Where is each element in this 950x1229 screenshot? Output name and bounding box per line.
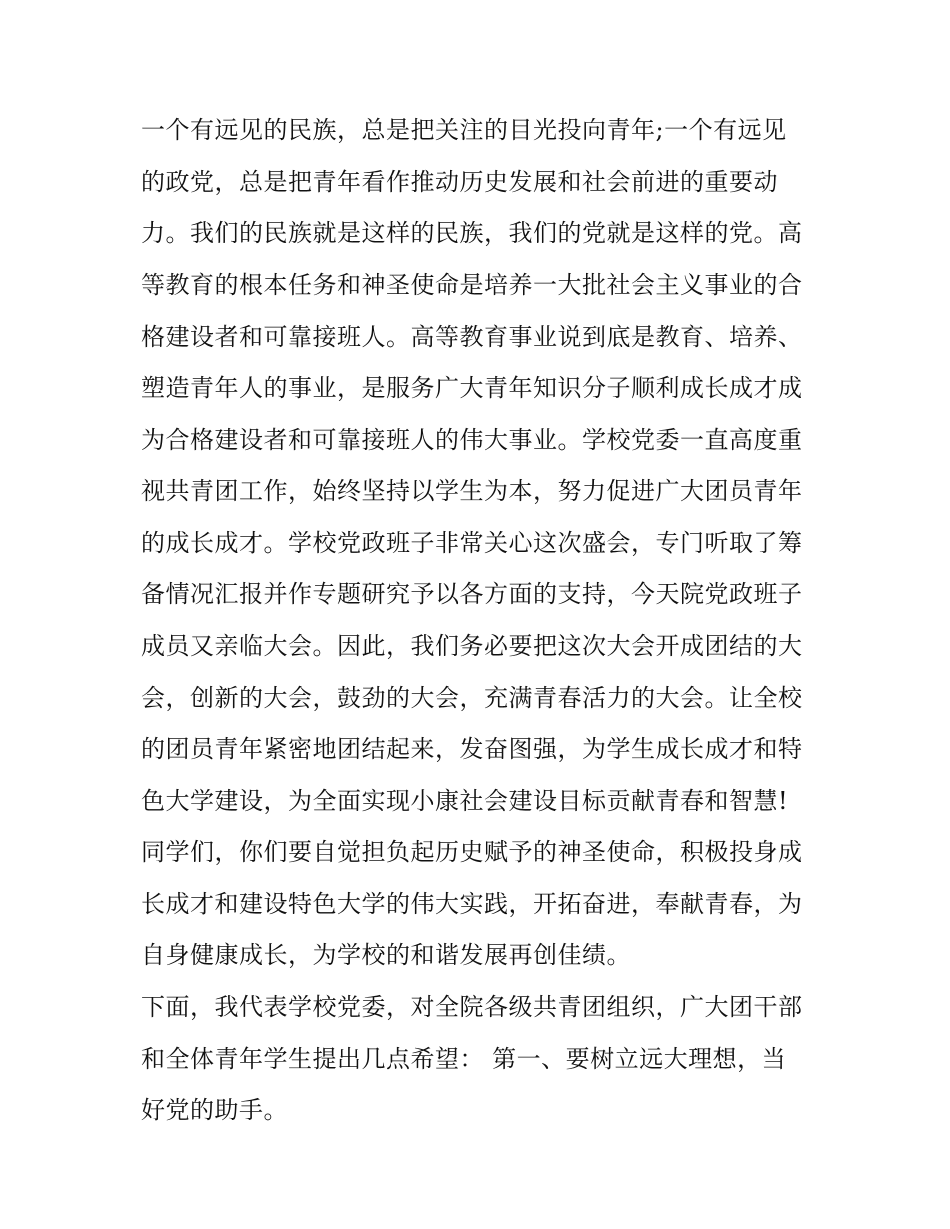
text-line: 备情况汇报并作专题研究予以各方面的支持，今天院党政班子 <box>141 580 803 608</box>
text-line: 等教育的根本任务和神圣使命是培养一大批社会主义事业的合 <box>141 271 803 299</box>
text-line: 自身健康成长，为学校的和谐发展再创佳绩。 <box>141 941 631 969</box>
text-line: 和全体青年学生提出几点希望： 第一、要树立远大理想，当 <box>141 1045 787 1073</box>
text-line: 塑造青年人的事业，是服务广大青年知识分子顺利成长成才成 <box>141 374 803 402</box>
text-line: 好党的助手。 <box>141 1096 288 1124</box>
text-line: 的成长成才。学校党政班子非常关心这次盛会，专门听取了筹 <box>141 529 803 557</box>
text-line: 成员又亲临大会。因此，我们务必要把这次大会开成团结的大 <box>141 632 803 660</box>
text-line: 色大学建设，为全面实现小康社会建设目标贡献青春和智慧! <box>141 787 789 815</box>
text-line: 下面，我代表学校党委，对全院各级共青团组织，广大团干部 <box>141 993 803 1021</box>
text-line: 视共青团工作，始终坚持以学生为本，努力促进广大团员青年 <box>141 477 803 505</box>
text-line: 格建设者和可靠接班人。高等教育事业说到底是教育、培养、 <box>141 323 803 351</box>
text-line: 一个有远见的民族，总是把关注的目光投向青年;一个有远见 <box>141 116 787 144</box>
text-line: 的政党，总是把青年看作推动历史发展和社会前进的重要动 <box>141 168 778 196</box>
text-line: 会，创新的大会，鼓劲的大会，充满青春活力的大会。让全校 <box>141 684 803 712</box>
text-line: 为合格建设者和可靠接班人的伟大事业。学校党委一直高度重 <box>141 426 803 454</box>
text-line: 长成才和建设特色大学的伟大实践，开拓奋进，奉献青春，为 <box>141 890 803 918</box>
text-line: 力。我们的民族就是这样的民族，我们的党就是这样的党。高 <box>141 219 803 247</box>
text-line: 的团员青年紧密地团结起来，发奋图强，为学生成长成才和特 <box>141 735 803 763</box>
text-line: 同学们，你们要自觉担负起历史赋予的神圣使命，积极投身成 <box>141 838 803 866</box>
